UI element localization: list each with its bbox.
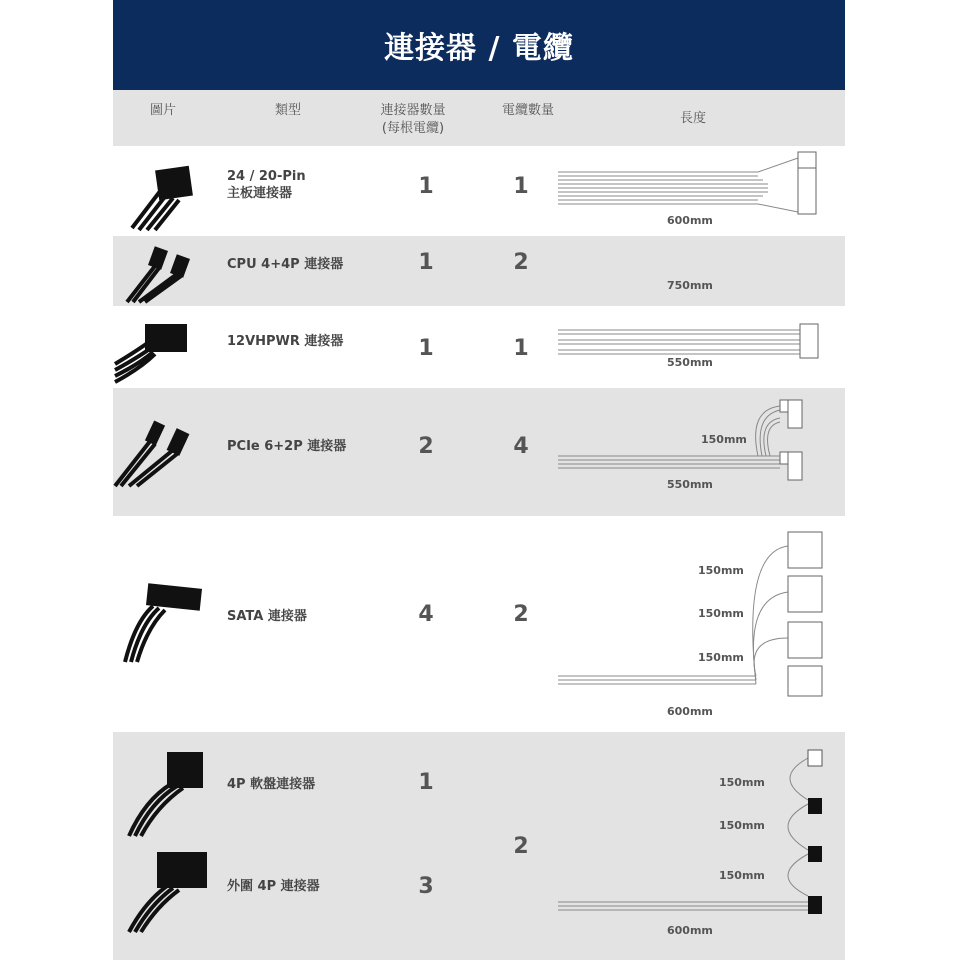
page-title: 連接器 / 電纜 [384,31,574,66]
connector-count: 1 [418,250,434,275]
row-name-peripheral: 外圍 4P 連接器 [227,879,320,894]
cable-count: 4 [513,434,529,459]
cable-count: 2 [513,602,529,627]
connector-count: 1 [418,174,434,199]
length-label: 150mm [701,433,747,446]
sata-length-diagram [558,528,828,698]
cable-count: 1 [513,336,529,361]
length-label: 150mm [698,564,744,577]
length-label: 150mm [719,819,765,832]
column-header-connector-count: 連接器數量 (每根電纜) [380,103,446,136]
12vhpwr-cable-photo [115,318,195,384]
table-row-atx24 [113,146,845,236]
connector-count-floppy: 1 [418,770,434,795]
length-label: 550mm [667,478,713,491]
spec-sheet [113,0,845,960]
atx24-length-diagram [558,150,828,220]
cable-count: 2 [513,834,529,859]
row-name: SATA 連接器 [227,609,307,624]
connector-count: 2 [418,434,434,459]
length-label: 550mm [667,356,713,369]
sata-cable-photo [121,582,205,666]
cable-count: 2 [513,250,529,275]
length-label: 600mm [667,924,713,937]
atx24-cable-photo [127,160,197,230]
table-row-sata [113,516,845,732]
length-label: 600mm [667,214,713,227]
connector-count: 1 [418,336,434,361]
table-row-pcie [113,388,845,516]
column-header-type: 類型 [274,103,301,118]
row-name: 24 / 20-Pin 主板連接器 [227,169,306,201]
length-label: 150mm [719,776,765,789]
column-header-length: 長度 [679,111,706,126]
table-row-12vhpwr [113,306,845,388]
length-label: 750mm [667,279,713,292]
table-row-group-molex [113,732,845,960]
cpu-cable-photo [125,242,195,304]
column-header-picture: 圖片 [149,103,176,118]
peripheral-molex-cable-photo [127,848,211,936]
length-label: 600mm [667,705,713,718]
connector-count: 4 [418,602,434,627]
row-name: PCIe 6+2P 連接器 [227,439,347,454]
molex-length-diagram [558,746,828,922]
length-label: 150mm [719,869,765,882]
floppy-cable-photo [127,750,211,840]
cable-count: 1 [513,174,529,199]
length-label: 150mm [698,607,744,620]
column-header-cable-count: 電纜數量 [501,103,554,118]
column-header-row [113,90,845,146]
row-name: CPU 4+4P 連接器 [227,257,344,272]
title-banner [113,0,845,90]
pcie-length-diagram [558,396,828,486]
length-label: 150mm [698,651,744,664]
pcie-cable-photo [115,416,195,488]
row-name: 12VHPWR 連接器 [227,334,344,349]
connector-count-peripheral: 3 [418,874,434,899]
table-row-cpu [113,236,845,306]
row-name-floppy: 4P 軟盤連接器 [227,777,316,792]
